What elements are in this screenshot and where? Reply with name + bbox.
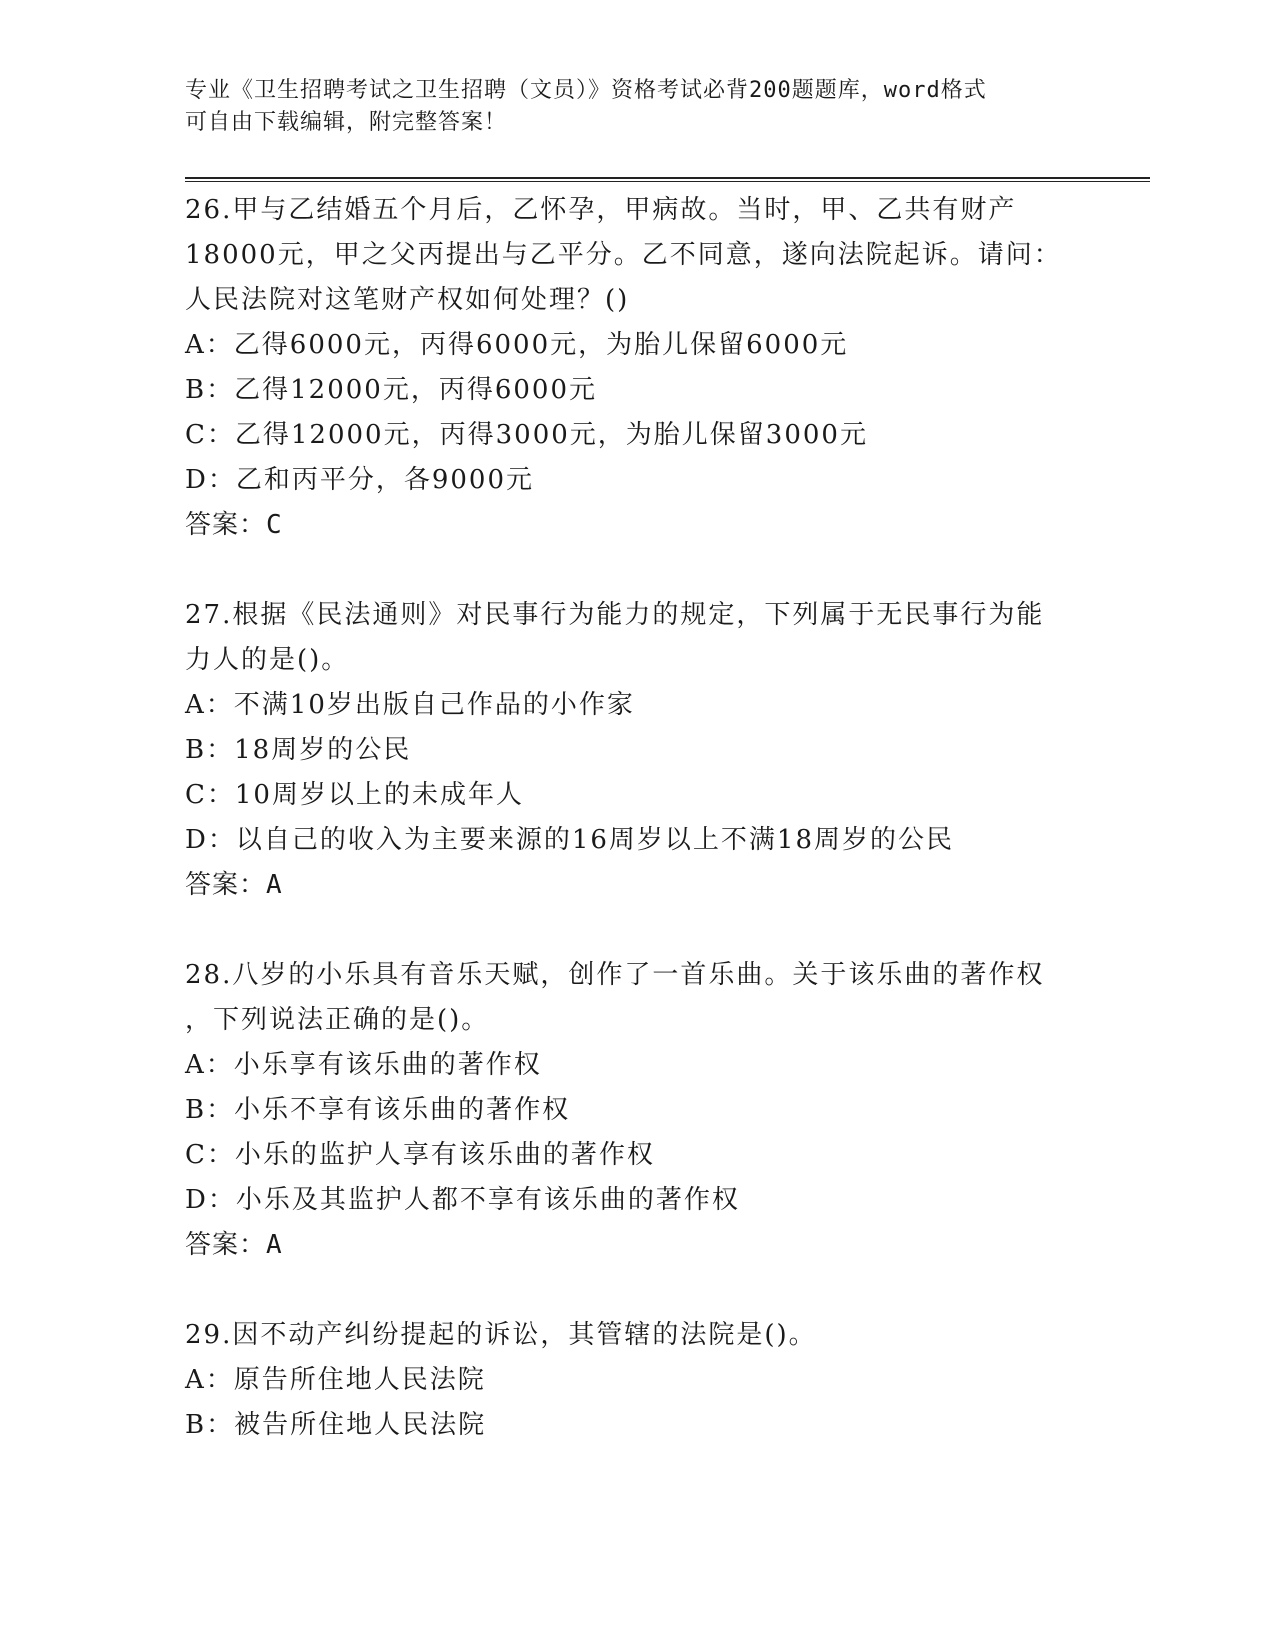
question-stem-line: 28.八岁的小乐具有音乐天赋，创作了一首乐曲。关于该乐曲的著作权 bbox=[185, 960, 1045, 990]
question-28 bbox=[185, 953, 1085, 1268]
question-stem-line: 27.根据《民法通则》对民事行为能力的规定，下列属于无民事行为能 bbox=[185, 600, 1045, 630]
answer-line: 答案：C bbox=[185, 510, 283, 540]
option-b: B：18周岁的公民 bbox=[185, 735, 412, 765]
question-stem-line: 29.因不动产纠纷提起的诉讼，其管辖的法院是()。 bbox=[185, 1320, 817, 1350]
question-stem-line: 力人的是()。 bbox=[185, 645, 350, 675]
question-26 bbox=[185, 188, 1085, 548]
option-c: C：乙得12000元，丙得3000元，为胎儿保留3000元 bbox=[185, 420, 868, 450]
option-a: A：乙得6000元，丙得6000元，为胎儿保留6000元 bbox=[185, 330, 849, 360]
option-c: C：小乐的监护人享有该乐曲的著作权 bbox=[185, 1140, 655, 1170]
option-a: A：小乐享有该乐曲的著作权 bbox=[185, 1050, 542, 1080]
option-d: D：小乐及其监护人都不享有该乐曲的著作权 bbox=[185, 1185, 740, 1215]
header-divider bbox=[185, 177, 1150, 182]
header-title-line-1: 专业《卫生招聘考试之卫生招聘（文员）》资格考试必背200题题库，word格式 bbox=[185, 78, 987, 103]
question-27 bbox=[185, 593, 1085, 908]
answer-line: 答案：A bbox=[185, 870, 283, 900]
option-b: B：乙得12000元，丙得6000元 bbox=[185, 375, 597, 405]
answer-line: 答案：A bbox=[185, 1230, 283, 1260]
option-a: A：不满10岁出版自己作品的小作家 bbox=[185, 690, 635, 720]
option-c: C：10周岁以上的未成年人 bbox=[185, 780, 524, 810]
question-stem-line: 26.甲与乙结婚五个月后，乙怀孕，甲病故。当时，甲、乙共有财产 bbox=[185, 195, 1017, 225]
question-stem-line: 人民法院对这笔财产权如何处理？() bbox=[185, 285, 630, 315]
option-d: D：以自己的收入为主要来源的16周岁以上不满18周岁的公民 bbox=[185, 825, 955, 855]
question-list bbox=[185, 188, 1085, 1493]
document-header bbox=[185, 75, 1065, 139]
question-29 bbox=[185, 1313, 1085, 1448]
option-b: B：被告所住地人民法院 bbox=[185, 1410, 487, 1440]
option-d: D：乙和丙平分，各9000元 bbox=[185, 465, 535, 495]
question-stem-line: 18000元，甲之父丙提出与乙平分。乙不同意，遂向法院起诉。请问： bbox=[185, 240, 1062, 270]
question-stem-line: ，下列说法正确的是()。 bbox=[185, 1005, 490, 1035]
option-a: A：原告所住地人民法院 bbox=[185, 1365, 486, 1395]
header-title-line-2: 可自由下载编辑，附完整答案！ bbox=[185, 110, 508, 135]
option-b: B：小乐不享有该乐曲的著作权 bbox=[185, 1095, 571, 1125]
